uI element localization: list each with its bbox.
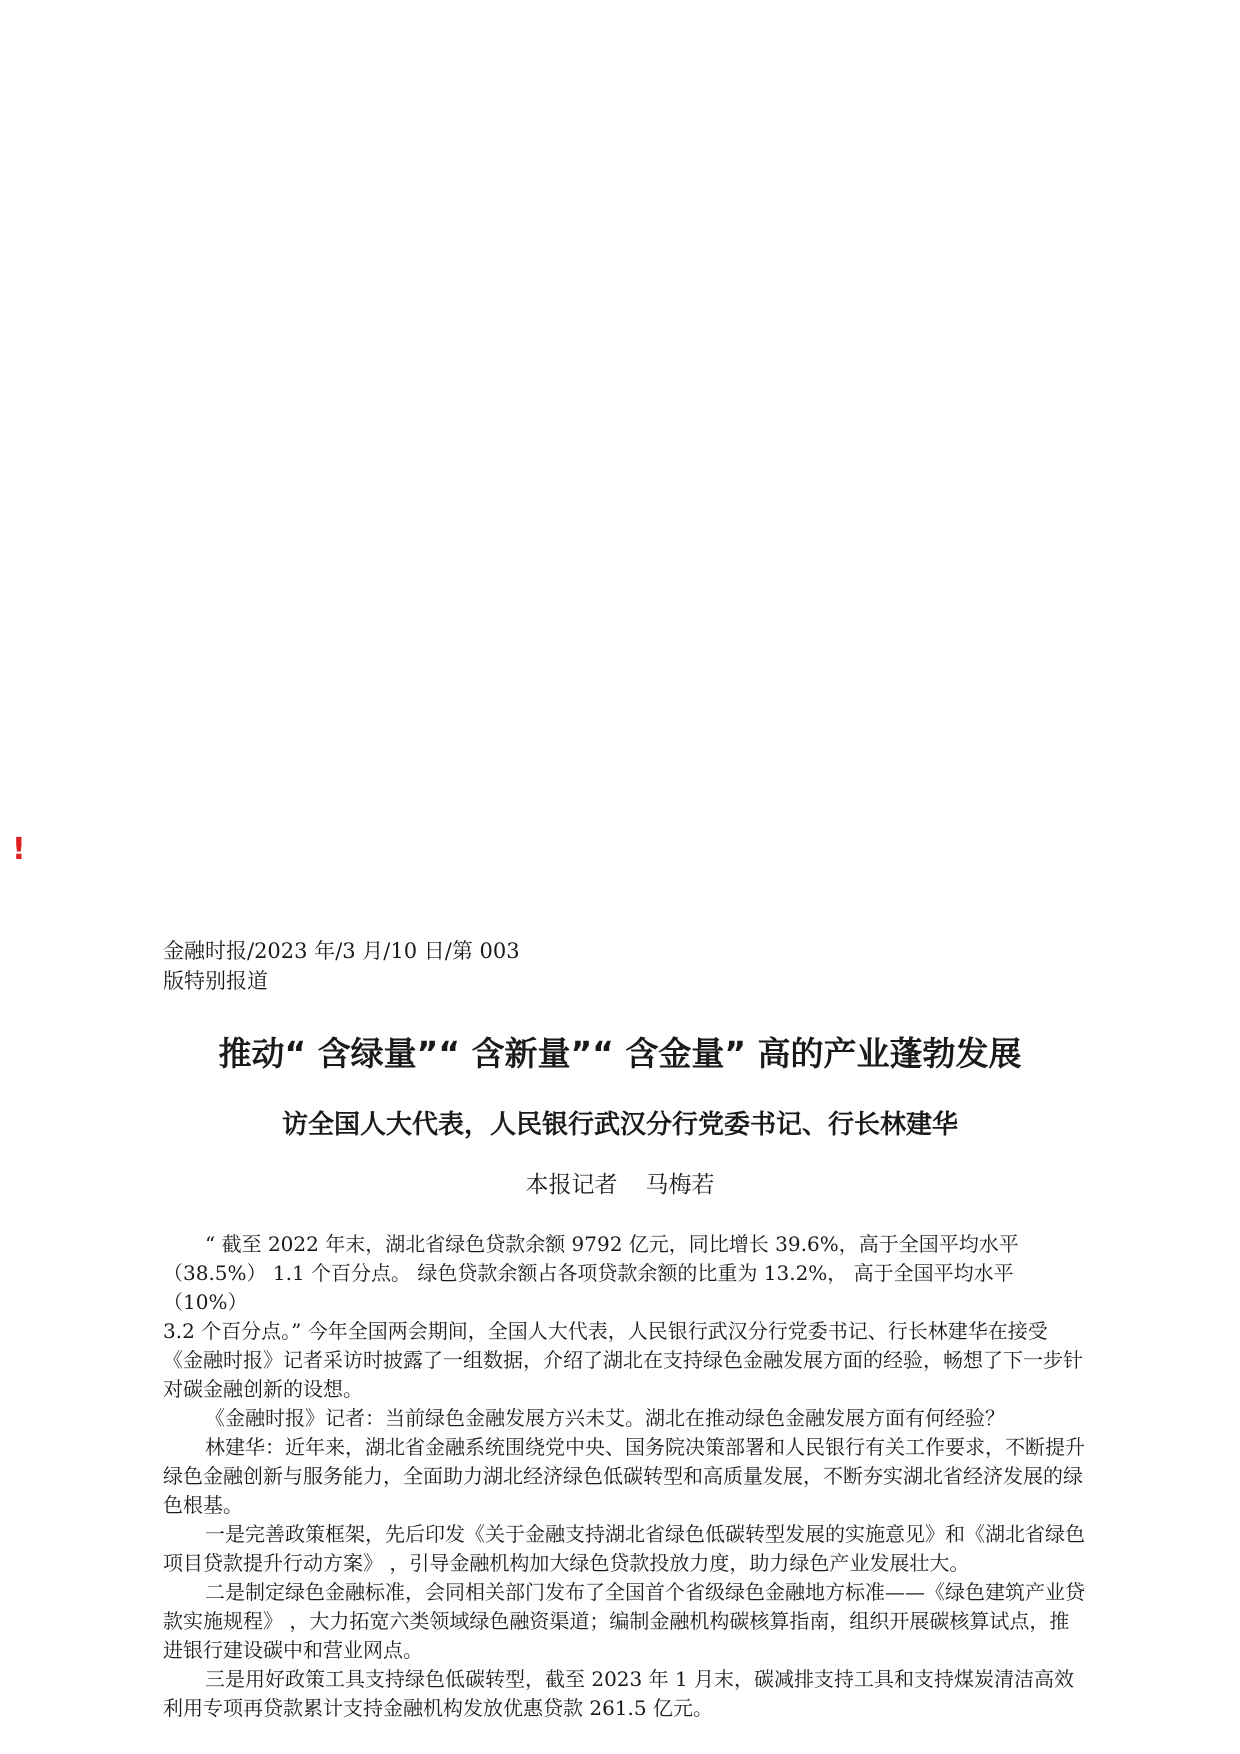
paragraph: （38.5%） 1.1 个百分点。 绿色贷款余额占各项贷款余额的比重为 13.2%， 高于全国平均水平 [163,1261,1014,1285]
paragraph: 《金融时报》记者：当前绿色金融发展方兴未艾。湖北在推动绿色金融发展方面有何经验？ [205,1406,1005,1430]
byline-name: 马梅若 [645,1172,715,1198]
article-subtitle: 访全国人大代表，人民银行武汉分行党委书记、行长林建华 [281,1110,958,1140]
article-title: 推动“ 含绿量”“ 含新量”“ 含金量” 高的产业蓬勃发展 [218,1034,1022,1073]
source-line [163,936,520,996]
source-line-2: 版特别报道 [163,969,268,993]
byline [0,1166,1240,1199]
article-body [163,1230,1085,1723]
paragraph: 三是用好政策工具支持绿色低碳转型，截至 2023 年 1 月末，碳减排支持工具和支持煤炭清洁高效利用专项再贷款累计支持金融机构发放优惠贷款 261.5 亿元。 [163,1667,1075,1720]
paragraph: 二是制定绿色金融标准，会同相关部门发布了全国首个省级绿色金融地方标准——《绿色建筑产业贷款实施规程》 ，大力拓宽六类领域绿色融资渠道；编制金融机构碳核算指南，组织开展碳核算试点，推进银行建设碳中和营业网点。 [163,1580,1085,1662]
paragraph: 一是完善政策框架，先后印发《关于金融支持湖北省绿色低碳转型发展的实施意见》和《湖北省绿色项目贷款提升行动方案》 ，引导金融机构加大绿色贷款投放力度，助力绿色产业发展壮大。 [163,1522,1085,1575]
source-line-1: 金融时报/2023 年/3 月/10 日/第 003 [163,939,520,963]
byline-role: 本报记者 [525,1172,618,1198]
paragraph: 3.2 个百分点。” 今年全国两会期间，全国人大代表，人民银行武汉分行党委书记、行长林建华在接受《金融时报》记者采访时披露了一组数据，介绍了湖北在支持绿色金融发展方面的经验，畅想了下一步针对碳金融创新的设想。 [163,1319,1083,1401]
red-exclamation-mark: ! [12,832,26,867]
paragraph: 林建华：近年来，湖北省金融系统围绕党中央、国务院决策部署和人民银行有关工作要求，不断提升绿色金融创新与服务能力，全面助力湖北经济绿色低碳转型和高质量发展，不断夯实湖北省经济发展的绿色根基。 [163,1435,1085,1517]
paragraph: “ 截至 2022 年末，湖北省绿色贷款余额 9792 亿元，同比增长 39.6%，高于全国平均水平 [205,1232,1019,1256]
paragraph: （10%） [163,1290,248,1314]
